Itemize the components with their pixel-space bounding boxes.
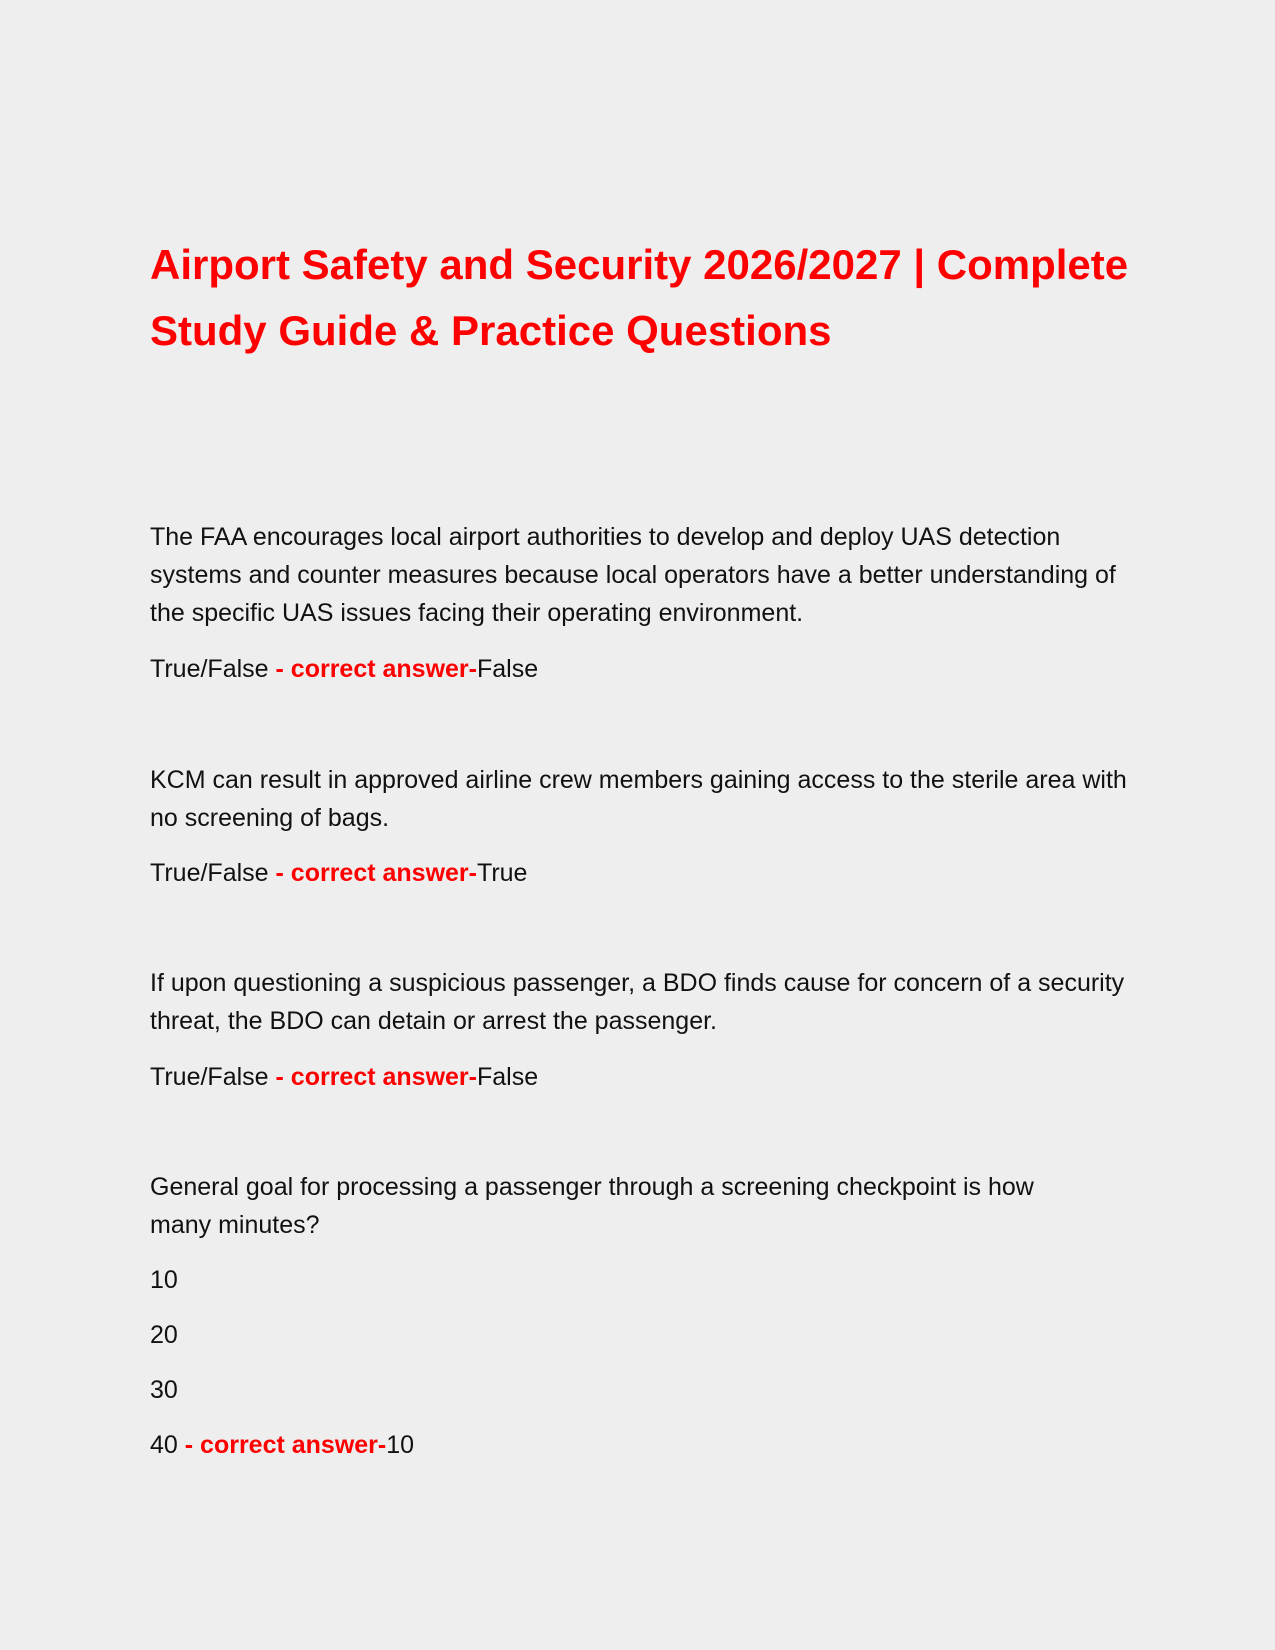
answer-value: False	[476, 1063, 539, 1091]
answer-prompt: True/False	[150, 1063, 269, 1091]
correct-answer-label: - correct answer-	[275, 1063, 477, 1091]
question-3-answer	[150, 1058, 538, 1096]
question-4-text: General goal for processing a passenger through a screening checkpoint is how many minutes?	[150, 1173, 1034, 1239]
option-10: 10	[150, 1266, 178, 1294]
question-2-answer	[150, 854, 527, 892]
option-20: 20	[150, 1321, 178, 1349]
question-3-text: If upon questioning a suspicious passenger, a BDO finds cause for concern of a security threat, the BDO can detain or arrest the passenger.	[150, 969, 1125, 1035]
correct-answer-label: - correct answer-	[184, 1431, 387, 1459]
correct-answer-label: - correct answer-	[275, 859, 477, 887]
correct-answer-label: - correct answer-	[275, 655, 477, 683]
answer-value: False	[476, 655, 539, 683]
question-1-text: The FAA encourages local airport authorities to develop and deploy UAS detection systems and counter measures because local operators have a better understanding of the specific UAS issues facing their operating environment.	[150, 523, 1116, 627]
option-40: 40	[150, 1431, 178, 1459]
answer-value: 10	[386, 1431, 415, 1459]
option-30: 30	[150, 1376, 178, 1404]
question-4-answer	[150, 1426, 414, 1464]
question-2-text: KCM can result in approved airline crew members gaining access to the sterile area with no screening of bags.	[150, 766, 1127, 832]
answer-prompt: True/False	[150, 655, 269, 683]
answer-value: True	[476, 859, 528, 887]
question-1-answer	[150, 650, 538, 688]
answer-prompt: True/False	[150, 859, 269, 887]
document-title: Airport Safety and Security 2026/2027 | Complete Study Guide & Practice Questions	[150, 241, 1129, 354]
